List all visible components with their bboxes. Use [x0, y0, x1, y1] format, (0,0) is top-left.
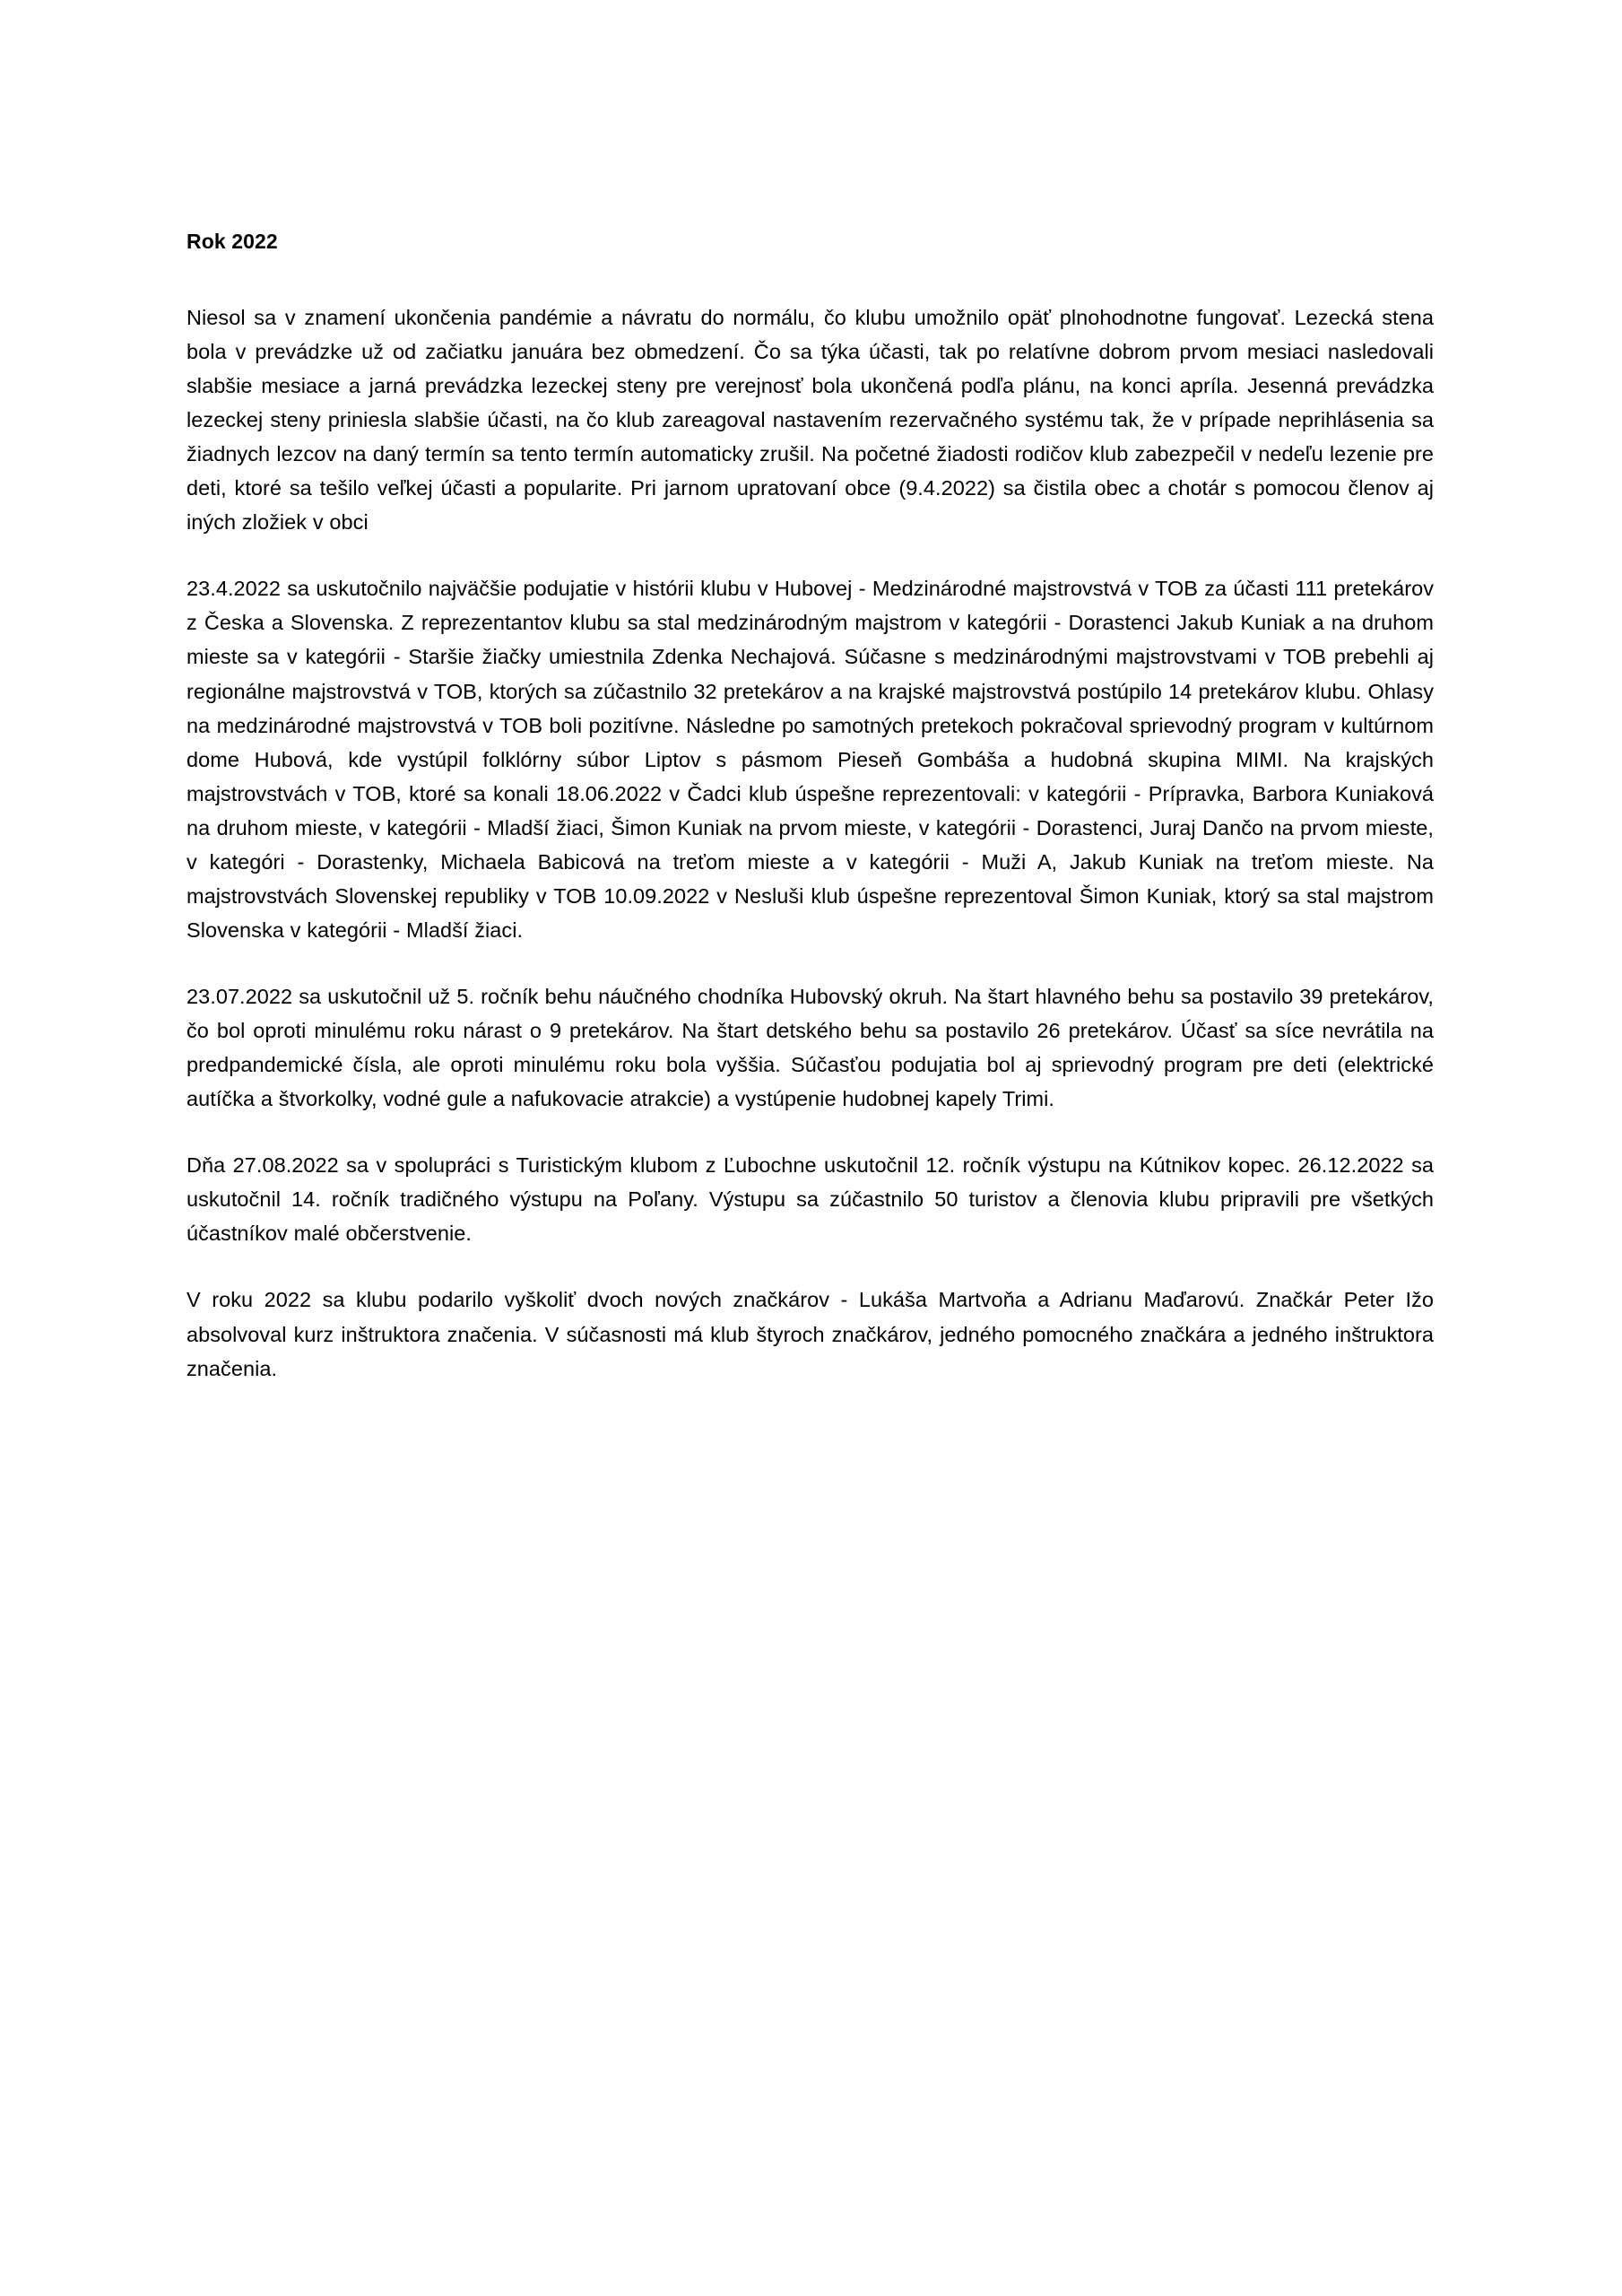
paragraph-2: 23.4.2022 sa uskutočnilo najväčšie podujatie v histórii klubu v Hubovej - Medzinárodné majstrovstvá v TOB za účasti 111 pretekárov z Česka a Slovenska. Z reprezentantov klubu sa stal medzinárodným majstrom v kategórii - Dorastenci Jakub Kuniak a na druhom mieste sa v kategórii - Staršie žiačky umiestnila Zdenka Nechajová. Súčasne s medzinárodnými majstrovstvami v TOB prebehli aj regionálne majstrovstvá v TOB, ktorých sa zúčastnilo 32 pretekárov a na krajské majstrovstvá postúpilo 14 pretekárov klubu. Ohlasy na medzinárodné majstrovstvá v TOB boli pozitívne. Následne po samotných pretekoch pokračoval sprievodný program v kultúrnom dome Hubová, kde vystúpil folklórny súbor Liptov s pásmom Pieseň Gombáša a hudobná skupina MIMI. Na krajských majstrovstvách v TOB, ktoré sa konali 18.06.2022 v Čadci klub úspešne reprezentovali: v kategórii - Prípravka, Barbora Kuniaková na druhom mieste, v kategórii - Mladší žiaci, Šimon Kuniak na prvom mieste, v kategórii - Dorastenci, Juraj Dančo na prvom mieste, v kategóri - Dorastenky, Michaela Babicová na treťom mieste a v kategórii - Muži A, Jakub Kuniak na treťom mieste. Na majstrovstvách Slovenskej republiky v TOB 10.09.2022 v Nesluši klub úspešne reprezentoval Šimon Kuniak, ktorý sa stal majstrom Slovenska v kategórii - Mladší žiaci.	[186, 577, 1434, 942]
paragraph-4: Dňa 27.08.2022 sa v spolupráci s Turistickým klubom z Ľubochne uskutočnil 12. ročník výstupu na Kútnikov kopec. 26.12.2022 sa uskutočnil 14. ročník tradičného výstupu na Poľany. Výstupu sa zúčastnilo 50 turistov a členovia klubu pripravili pre všetkých účastníkov malé občerstvenie.	[186, 1153, 1434, 1246]
page-title: Rok 2022	[186, 230, 278, 253]
paragraph-3: 23.07.2022 sa uskutočnil už 5. ročník behu náučného chodníka Hubovský okruh. Na štart hlavného behu sa postavilo 39 pretekárov, čo bol oproti minulému roku nárast o 9 pretekárov. Na štart detského behu sa postavilo 26 pretekárov. Účasť sa síce nevrátila na predpandemické čísla, ale oproti minulému roku bola vyššia. Súčasťou podujatia bol aj sprievodný program pre deti (elektrické autíčka a štvorkolky, vodné gule a nafukovacie atrakcie) a vystúpenie hudobnej kapely Trimi.	[186, 985, 1434, 1111]
paragraph-5: V roku 2022 sa klubu podarilo vyškoliť dvoch nových značkárov - Lukáša Martvoňa a Adrianu Maďarovú. Značkár Peter Ižo absolvoval kurz inštruktora značenia. V súčasnosti má klub štyroch značkárov, jedného pomocného značkára a jedného inštruktora značenia.	[186, 1288, 1434, 1380]
paragraph-1: Niesol sa v znamení ukončenia pandémie a návratu do normálu, čo klubu umožnilo opäť plnohodnotne fungovať. Lezecká stena bola v prevádzke už od začiatku januára bez obmedzení. Čo sa týka účasti, tak po relatívne dobrom prvom mesiaci nasledovali slabšie mesiace a jarná prevádzka lezeckej steny pre verejnosť bola ukončená podľa plánu, na konci apríla. Jesenná prevádzka lezeckej steny priniesla slabšie účasti, na čo klub zareagoval nastavením rezervačného systému tak, že v prípade neprihlásenia sa žiadnych lezcov na daný termín sa tento termín automaticky zrušil. Na početné žiadosti rodičov klub zabezpečil v nedeľu lezenie pre deti, ktoré sa tešilo veľkej účasti a popularite. Pri jarnom upratovaní obce (9.4.2022) sa čistila obec a chotár s pomocou členov aj iných zložiek v obci	[186, 305, 1434, 535]
